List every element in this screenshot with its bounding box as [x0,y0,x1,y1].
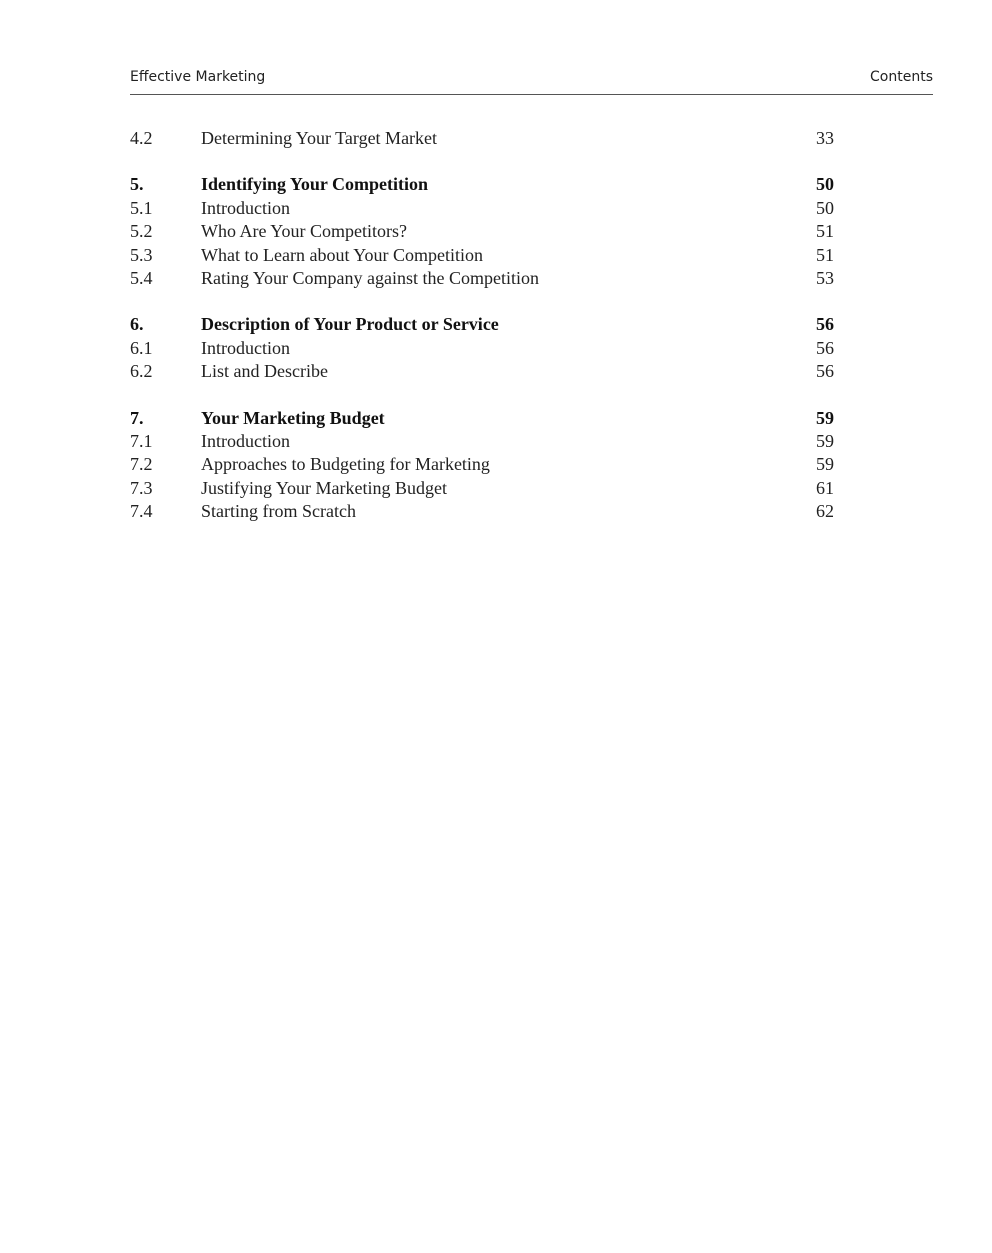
toc-entry-page: 51 [816,244,834,265]
toc-entry[interactable] [130,477,840,500]
toc-group-chapter-6 [130,313,840,383]
toc-entry-title: Approaches to Budgeting for Marketing [201,454,490,475]
toc-entry-title: What to Learn about Your Competition [201,244,483,265]
toc-entry[interactable] [130,220,840,243]
toc-entry-title: Description of Your Product or Service [201,314,499,335]
toc-entry-page: 53 [816,267,834,288]
toc-entry-page: 59 [816,407,834,428]
toc-entry-title: Justifying Your Marketing Budget [201,477,448,498]
toc-entry[interactable] [130,453,840,476]
toc-entry[interactable] [130,267,840,290]
toc-entry-number: 6.1 [130,337,153,358]
toc-entry-page: 56 [816,361,834,382]
toc-entry-number: 7.4 [130,501,153,522]
toc-entry-title: Starting from Scratch [201,501,356,522]
toc-entry-number: 6. [130,314,144,335]
toc-group-chapter-5 [130,173,840,290]
toc-entry-number: 5.3 [130,244,153,265]
toc-entry-page: 59 [816,430,834,451]
toc-entry[interactable] [130,197,840,220]
toc-entry-page: 50 [816,174,834,195]
toc-entry-number: 5.2 [130,221,153,242]
toc-entry-title: Who Are Your Competitors? [201,221,407,242]
toc-entry-page: 59 [816,454,834,475]
toc-entry-number: 7.1 [130,430,153,451]
book-title: Effective Marketing [130,69,266,85]
toc-entry-number: 5.4 [130,267,153,288]
toc-chapter-entry[interactable] [130,407,840,430]
toc-entry[interactable] [130,430,840,453]
toc-entry[interactable] [130,360,840,383]
toc-entry-title: Rating Your Company against the Competition [201,267,539,288]
toc-entry-page: 62 [816,501,834,522]
running-header [130,67,933,95]
toc-entry-number: 5.1 [130,197,153,218]
toc-entry-title: Introduction [201,337,290,358]
toc-entry-title: Your Marketing Budget [201,407,385,428]
toc-entry-title: Introduction [201,430,290,451]
table-of-contents [130,127,840,546]
toc-entry[interactable] [130,127,840,150]
toc-entry-number: 7.3 [130,477,153,498]
toc-entry-title: Determining Your Target Market [201,128,438,148]
toc-chapter-entry[interactable] [130,173,840,196]
toc-entry[interactable] [130,337,840,360]
toc-group-chapter-7 [130,407,840,524]
toc-entry[interactable] [130,500,840,523]
toc-group-chapter-4 [130,127,840,150]
toc-entry[interactable] [130,244,840,267]
toc-entry-title: Introduction [201,197,290,218]
toc-entry-number: 7.2 [130,454,153,475]
toc-entry-number: 7. [130,407,144,428]
toc-chapter-entry[interactable] [130,313,840,336]
toc-entry-page: 56 [816,337,834,358]
toc-entry-page: 56 [816,314,834,335]
toc-entry-title: List and Describe [201,361,328,382]
toc-entry-page: 50 [816,197,834,218]
toc-entry-number: 5. [130,174,144,195]
toc-entry-title: Identifying Your Competition [201,174,429,195]
toc-entry-page: 33 [816,128,834,148]
toc-entry-page: 61 [816,477,834,498]
toc-entry-number: 4.2 [130,128,153,148]
section-title: Contents [870,69,933,85]
toc-entry-page: 51 [816,221,834,242]
toc-entry-number: 6.2 [130,361,153,382]
